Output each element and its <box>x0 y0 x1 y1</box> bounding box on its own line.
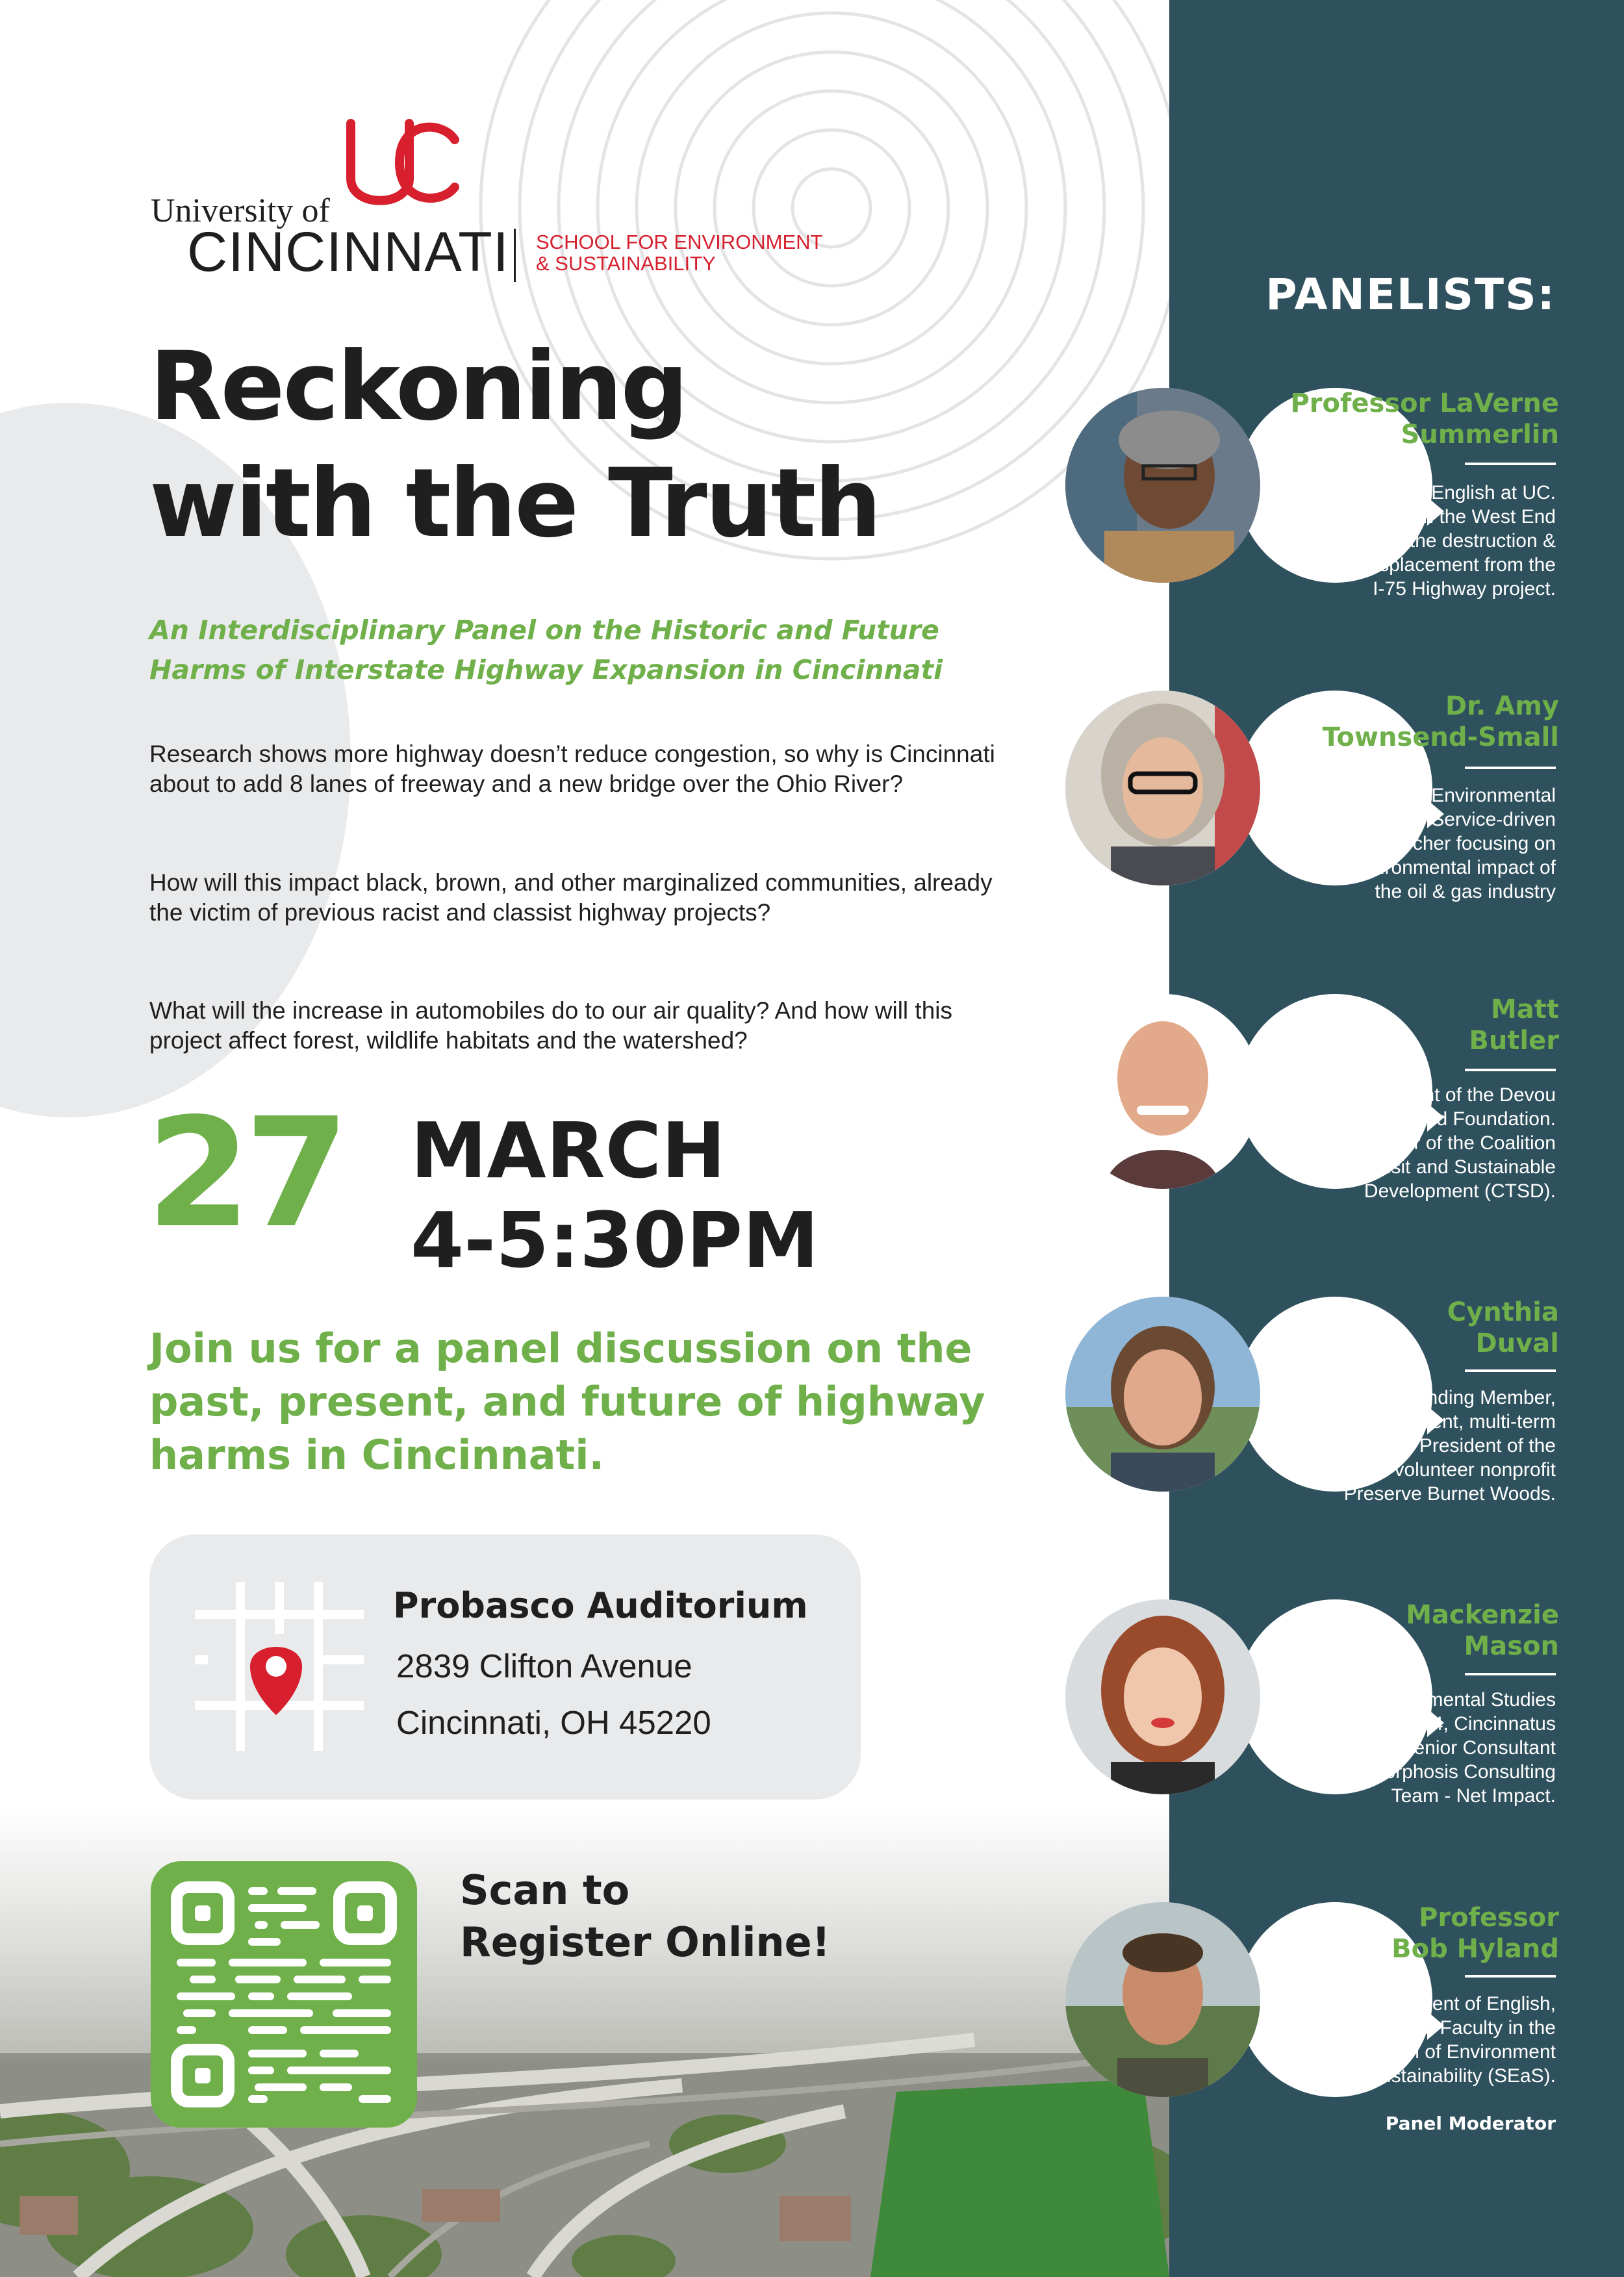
name-divider <box>1465 1069 1556 1071</box>
intro-paragraph-1: Research shows more highway doesn’t reduce congestion, so why is Cincinnati about to add 8 lanes of freeway and a new bridge over the Ohio River? <box>149 741 995 797</box>
venue-address-line2: Cincinnati, OH 45220 <box>396 1704 711 1741</box>
panelist-name: Professor LaVerne Summerlin <box>1290 388 1559 450</box>
panelist-description: President of the Devou Good Foundation. Member of the Coalition for Transit and Sustainable Development (CTSD). <box>1324 1084 1556 1202</box>
event-time: 4-5:30PM <box>411 1195 819 1285</box>
university-name: CINCINNATI <box>187 221 509 283</box>
venue-name: Probasco Auditorium <box>393 1585 808 1626</box>
join-invitation: Join us for a panel discussion on the past, present, and future of highway harms in Cincinnati. <box>149 1325 985 1479</box>
intro-paragraph-3: What will the increase in automobiles do to our air quality? And how will this project affect forest, wildlife habitats and the watershed? <box>149 997 953 1054</box>
qr-code-tile[interactable] <box>151 1861 417 2128</box>
event-month: MARCH <box>411 1106 726 1195</box>
qr-code-icon[interactable] <box>151 1861 417 2128</box>
panelist-description: Professor of Environmental Science. Service-driven researcher focusing on environmental impact of the oil & gas industry <box>1321 785 1556 902</box>
event-title: Reckoning with the Truth <box>149 331 880 559</box>
name-divider <box>1465 1369 1556 1372</box>
logo-divider <box>514 229 516 282</box>
map-pin-icon <box>188 1575 370 1757</box>
school-name: SCHOOL FOR ENVIRONMENT & SUSTAINABILITY <box>536 231 823 275</box>
panelist-description: Professor of English at UC. Grew up in the West End during the destruction & displacement from the I-75 Highway project. <box>1321 482 1556 600</box>
panelists-heading: PANELISTS: <box>1265 270 1556 320</box>
name-divider <box>1465 767 1556 769</box>
panelist-description: Founding Member, and current, multi-term President of the all-volunteer nonprofit Preserve Burnet Woods. <box>1343 1387 1556 1505</box>
panelist-name: Professor Bob Hyland <box>1391 1903 1559 1964</box>
panelist-name: Dr. Amy Townsend-Small <box>1322 691 1559 752</box>
panelist-name: Cynthia Duval <box>1447 1297 1559 1358</box>
panel-moderator-label: Panel Moderator <box>1385 2113 1556 2134</box>
name-divider <box>1465 463 1556 465</box>
venue-address-line1: 2839 Clifton Avenue <box>396 1647 692 1685</box>
panelist-name: Matt Butler <box>1469 995 1559 1056</box>
register-callout: Scan to Register Online! <box>460 1866 830 1966</box>
panelist-description: Environmental Studies Class of 2024, Cincinnatus Scholar, Senior Consultant on Metamorphosis Consulting Team - Net Impact. <box>1298 1689 1556 1807</box>
panelist-name: Mackenzie Mason <box>1406 1600 1559 1661</box>
event-subtitle: An Interdisciplinary Panel on the Historic and Future Harms of Interstate Highway Expansion in Cincinnati <box>149 615 943 685</box>
uc-logo-mark <box>338 117 468 214</box>
name-divider <box>1465 1673 1556 1675</box>
name-divider <box>1465 1975 1556 1978</box>
university-of-label: University of <box>151 192 330 229</box>
panelist-description: Department of English, Affiliate Faculty in the UC School of Environment and Sustainability (SEaS). <box>1326 1993 1556 2087</box>
event-day: 27 <box>146 1086 343 1261</box>
intro-paragraph-2: How will this impact black, brown, and other marginalized communities, already the victim of previous racist and classist highway projects? <box>149 869 993 926</box>
